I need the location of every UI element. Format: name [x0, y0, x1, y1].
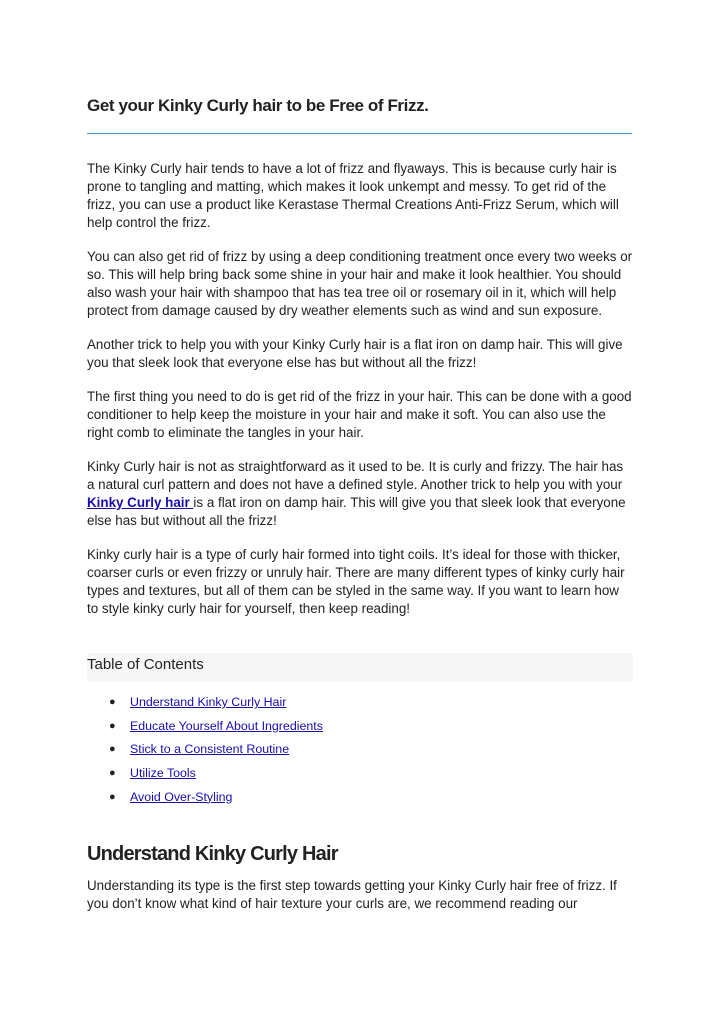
section-body [87, 877, 633, 913]
paragraph-5-before: Kinky Curly hair is not as straightforward as it used to be. It is curly and frizzy. The hair has a natural curl pattern and does not have a defined style. Another trick to help you with your [87, 459, 624, 492]
kinky-curly-hair-link[interactable]: Kinky Curly hair [87, 495, 194, 510]
paragraph-3: Another trick to help you with your Kinky Curly hair is a flat iron on damp hair. This will give you that sleek look that everyone else has but without all the frizz! [87, 337, 623, 370]
title-divider [87, 133, 632, 134]
toc-item [87, 787, 323, 811]
toc-item [87, 692, 323, 716]
section-heading: Understand Kinky Curly Hair [87, 843, 338, 865]
bullet-icon: ● [109, 743, 116, 756]
paragraph-2: You can also get rid of frizz by using a deep conditioning treatment once every two weeks or so. This will help bring back some shine in your hair and make it look healthier. You should also wash your hair with shampoo that has tea tree oil or rosemary oil in it, which will help protect from damage caused by dry weather elements such as wind and sun exposure. [87, 249, 633, 318]
toc-link-tools[interactable]: Utilize Tools [130, 766, 196, 781]
section-paragraph: Understanding its type is the first step towards getting your Kinky Curly hair free of frizz. If you don’t know what kind of hair texture your curls are, we recommend reading our [87, 878, 617, 911]
paragraph-5 [87, 458, 633, 530]
paragraph-1: The Kinky Curly hair tends to have a lot of frizz and flyaways. This is because curly hair is prone to tangling and matting, which makes it look unkempt and messy. To get rid of the frizz, you can use a product like Kerastase Thermal Creations Anti-Frizz Serum, which will help control the frizz. [87, 161, 619, 230]
toc-link-avoid[interactable]: Avoid Over-Styling [130, 789, 233, 804]
toc-header: Table of Contents [87, 653, 633, 682]
bullet-icon: ● [109, 696, 116, 708]
toc-link-routine[interactable]: Stick to a Consistent Routine [130, 742, 290, 757]
toc-item [87, 739, 323, 763]
bullet-icon: ● [109, 790, 116, 803]
toc-link-educate[interactable]: Educate Yourself About Ingredients [130, 718, 323, 733]
toc-link-understand[interactable]: Understand Kinky Curly Hair [130, 695, 287, 709]
paragraph-6: Kinky curly hair is a type of curly hair formed into tight coils. It’s ideal for those with thicker, coarser curls or even frizzy or unruly hair. There are many different types of kinky curly hair types and textures, but all of them can be styled in the same way. If you want to learn how to style kinky curly hair for yourself, then keep reading! [87, 547, 625, 616]
page-title: Get your Kinky Curly hair to be Free of Frizz. [87, 96, 429, 115]
toc-item [87, 716, 323, 740]
toc-item [87, 763, 323, 787]
paragraph-4: The first thing you need to do is get rid of the frizz in your hair. This can be done with a good conditioner to help keep the moisture in your hair and make it soft. You can also use the right comb to eliminate the tangles in your hair. [87, 389, 632, 440]
toc-list [87, 692, 323, 810]
bullet-icon: ● [109, 719, 116, 732]
article-body [87, 160, 633, 634]
paragraph-5-after: is a flat iron on damp hair. This will give you that sleek look that everyone else has but without all the frizz! [87, 495, 626, 528]
bullet-icon: ● [109, 767, 116, 780]
